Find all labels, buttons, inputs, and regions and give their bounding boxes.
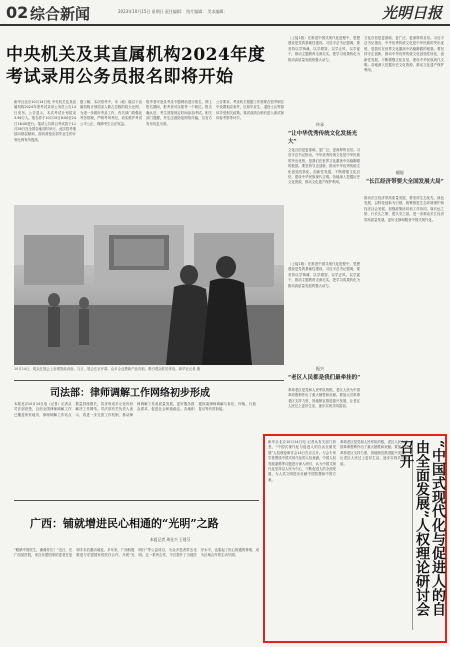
lead-headline-line2: 考试录用公务员报名即将开始 [6, 67, 234, 87]
article3-byline: 本报记者 周仕兴 王建芬 [150, 537, 191, 542]
divider [14, 500, 259, 501]
photo-caption: 10月14日，观众在展会上参观智能设备。当日，展会在京开幕，众多企业携新产品亮相，吸引观众驻足体验。新华社记者 摄 [14, 367, 201, 371]
newspaper-logo: 光明日报 [381, 4, 442, 22]
lead-body-col3: 报考者可登录考录专题网站进行报名，网上报名期间，报考者可以报考一个职位。报名确认后，考生须按规定时间参加考试。相关部门提醒，考生注意防范网络诈骗，以官方发布信息为准。 [146, 100, 212, 126]
highlighted-title[interactable]: “中国式现代化与促进人的自由全面发展”人权理论研讨会召开 [412, 440, 446, 630]
highlighted-body-col1: 新华社北京10月14日电 记者从有关部门获悉，“中国式现代化与促进人的自由全面发展”人权理论研讨会14日在京召开。与会专家学者围绕中国式现代化的人权意涵、中国人权发展道路等议题进行深入研讨，认为中国式现代化坚持以人民为中心，不断促进人的全面发展，为人类文明进步贡献中国智慧和中国方案。 [268, 440, 336, 482]
section3-head: 振兴 [316, 366, 324, 371]
section1-body: 文化自信是更基础、更广泛、更深厚的自信。习近平总书记指出，中华优秀传统文化是中华民族的突出优势，是我们在世界文化激荡中站稳脚跟的根基。要坚持守正创新，推动中华优秀传统文化创造性转化、创新性发展，不断增强文化自信，建设中华民族现代文明。各地深入挖掘历史文化资源，推动文化遗产保护利用。 [288, 148, 360, 185]
section3-body: 革命老区是党和人民军队的根，老区人民为中国革命胜利作出了重大牺牲和贡献。要加大对革命老区支持力度，因地制宜推进振兴发展，让老区人民过上更好生活，逐步实现共同富裕。 [288, 388, 360, 409]
masthead [0, 0, 450, 26]
lead-body-col1: 新华社北京10月14日电 中央机关及其直属机构2024年度考试录用公务员公告14日发布。公告显示，本次考试计划招录3.96万人。报名将于10月15日8:00至24日18:00进行。笔试公共科目考试将于11月26日在全国各地同时举行。此次招考继续向基层倾斜，面向高校应届毕业生的计划比例有所提高。 [14, 100, 76, 142]
highlighted-body-col2: 革命老区是党和人民军队的根，老区人民为中国革命胜利作出了重大牺牲和贡献。要加大对革命老区支持力度，因地制宜推进振兴发展，让老区人民过上更好生活，逐步实现共同富裕。 [340, 440, 408, 466]
section1-title[interactable]: “让中华优秀传统文化发扬光大” [288, 131, 358, 145]
section2-head: 赋能 [396, 170, 404, 175]
issue-info: 2023年10月15日 星期日 责任编辑： 图片编辑： 美术编辑： [118, 9, 228, 14]
article3-body: “眼睛中国医生，谢谢你们！”近日，在广西某医院，来自东盟国家的患者在复明手术后激动地说。多年来，广西积极推进与东盟国家的医疗合作，开展“光明行”等公益项目，为众多患者带去光明。这一系列合作，不仅提升了当地医疗水平，也架起了民心相通的桥梁，成为区域合作的生动写照。 [14, 548, 259, 558]
article2-title[interactable]: 司法部：律师调解工作网络初步形成 [50, 388, 210, 399]
lead-headline-line1: 中央机关及其直属机构2024年度 [6, 45, 266, 65]
section-name: 综合新闻 [30, 5, 91, 23]
right-top-body-col1: （上接1版）在推进中国式现代化进程中，思想建设是党的基础性建设。习近平总书记强调，要坚持以学铸魂、以学增智、以学正风、以学促干，推动主题教育走深走实，把学习成果转化为推动高质量发展的强大动力。 [288, 36, 360, 62]
photo-illustration-icon [14, 205, 284, 365]
section1-body-cont: （上接1版）在推进中国式现代化进程中，思想建设是党的基础性建设。习近平总书记强调，要坚持以学铸魂、以学增智、以学正风、以学促干，推动主题教育走深走实，把学习成果转化为推动高质量发展的强大动力。 [288, 262, 360, 288]
section2-title[interactable]: “长江经济带要大全国发展大局” [366, 179, 444, 185]
news-photo[interactable] [14, 205, 284, 365]
right-top-body-col2: 文化自信是更基础、更广泛、更深厚的自信。习近平总书记指出，中华优秀传统文化是中华民族的突出优势，是我们在世界文化激荡中站稳脚跟的根基。要坚持守正创新，推动中华优秀传统文化创造性转化、创新性发展，不断增强文化自信，建设中华民族现代文明。各地深入挖掘历史文化资源，推动文化遗产保护利用。 [364, 36, 444, 73]
article3-title[interactable]: 广西：铺就增进民心相通的“光明”之路 [30, 517, 219, 530]
divider [14, 380, 284, 381]
article2-body: 本报北京10月14日电（记者）记者从司法部获悉，目前全国律师调解工作已覆盖所有地市，律师调解工作站点数量持续增长，初步形成多元化纠纷解决工作网络。司法部有关负责人表示，将进一步完善工作机制，推动律师调解工作高质量发展，更好服务群众需求，促进社会和谐稳定。各地积极探索律师调解与诉讼、仲裁、行政复议等有效衔接。 [14, 402, 256, 417]
lead-headline[interactable] [6, 44, 286, 88]
section2-body: 推动长江经济带高质量发展，要坚持生态优先、绿色发展，以科技创新为引领，统筹推进生态环境保护和经济社会发展，加强政策协同和工作协同，谋长远之势、行长久之策、建久安之基，进一步推动长江经济带高质量发展，更好支撑和服务中国式现代化。 [364, 196, 444, 222]
section3-title[interactable]: “老区人民都是我们最牵挂的” [288, 375, 361, 381]
lead-body-col2: 据了解，本次招考中，市（地）级以下直属机构计划招录人数占总数的较大比例。为进一步做好考录工作，有关部门将强化考务管理，严明考风考纪，切实维护考试公平公正，保障考生合法权益。 [80, 100, 142, 126]
section1-head: 传承 [316, 122, 324, 127]
page-number: 02 [6, 3, 29, 22]
lead-body-col4: 公告要求，考录机关根据工作需要在招考职位中设置相应条件，应届毕业生、退役士兵等群体享受相关政策。笔试成绩合格后进入面试和体检考察等环节。 [216, 100, 284, 121]
